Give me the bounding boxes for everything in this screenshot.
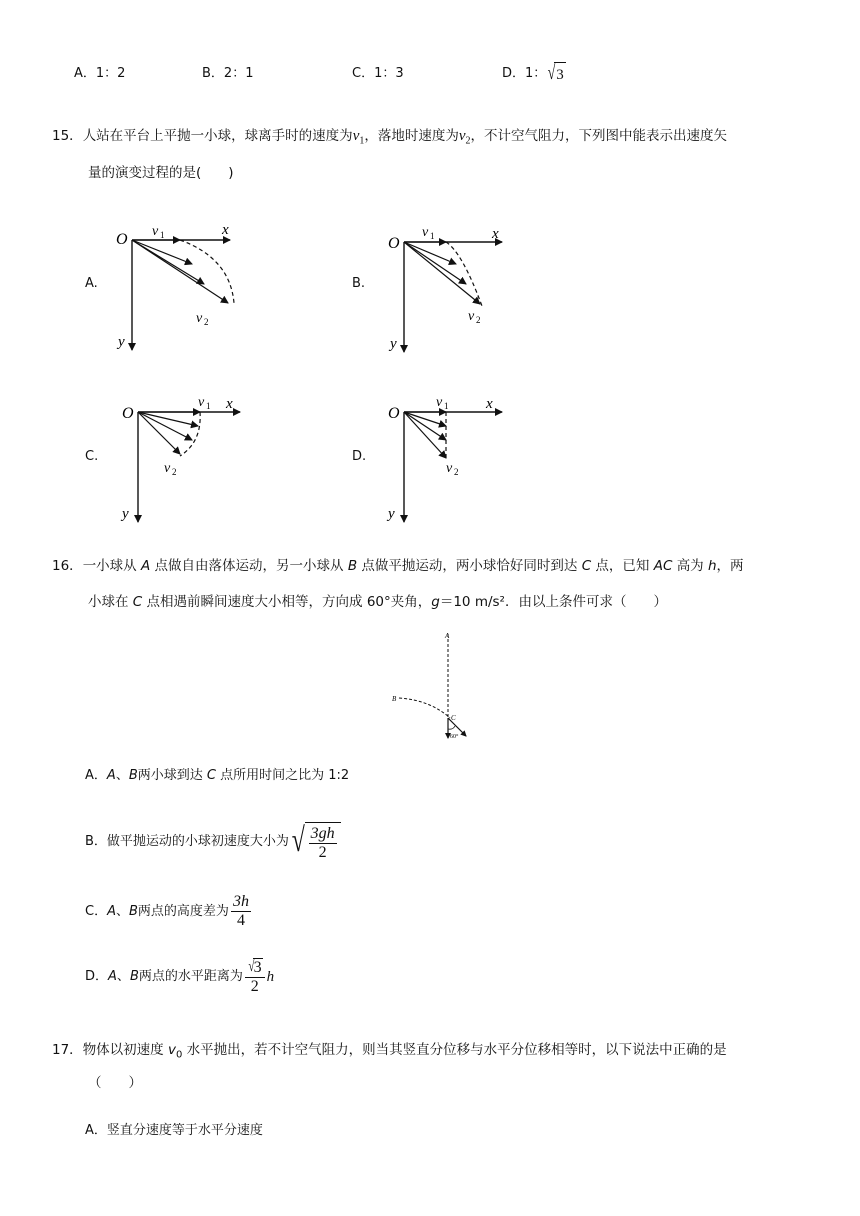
q15-v1: v: [352, 128, 360, 144]
q16-g: g: [431, 594, 440, 610]
q15-option-b-label: B.: [352, 276, 366, 291]
q15-figure-a-v1: v: [152, 224, 159, 239]
q15-figure-b-x: x: [492, 226, 499, 242]
q16-stem-line1: [52, 556, 744, 576]
q16-text-h: 点相遇前瞬间速度大小相等，方向成 60°夹角，: [146, 594, 432, 610]
q16-option-b-text: B．做平抛运动的小球初速度大小为: [85, 834, 289, 849]
q16-text-e: 高为: [676, 558, 704, 574]
q14-option-c: C．1：3: [352, 66, 404, 81]
q15-figure-b-v2: v: [468, 309, 475, 324]
q15-figure-b-y: y: [390, 336, 397, 352]
q15-figure-c-v1-sub: 1: [206, 401, 211, 411]
q16-option-a-point-a: A: [106, 768, 116, 783]
q15-figure-d-v1-sub: 1: [444, 401, 449, 411]
q16-figure-label-c: C: [451, 714, 456, 722]
q16-point-c-2: C: [132, 594, 143, 610]
q15-figure-c-v2: v: [164, 461, 171, 476]
q16-option-a-prefix: A．: [85, 768, 107, 783]
q15-figure-d-v1: v: [436, 395, 443, 410]
q16-figure-label-b: B: [392, 695, 397, 703]
q15-figure-d-x: x: [486, 396, 493, 412]
q16-option-d-fraction: [245, 958, 265, 996]
q16-figure-label-a: A: [445, 632, 450, 640]
q15-figure-a-origin: O: [116, 231, 128, 248]
q16-figure-angle: 60°: [450, 734, 459, 740]
q14-option-d-radicand: 3: [554, 62, 566, 85]
q15-figure-d-v2-sub: 2: [454, 467, 459, 477]
q16-option-a-mid: 两小球到达: [137, 768, 203, 783]
q16-option-a-end: 点所用时间之比为 1:2: [220, 768, 350, 783]
q15-figure-a-x: x: [222, 222, 229, 238]
q16-point-a: A: [140, 558, 151, 574]
q16-text-c: 点做平抛运动，两小球恰好同时到达: [361, 558, 578, 574]
q15-text-b: ，落地时速度为: [364, 128, 459, 144]
q15-figure-c-y: y: [122, 506, 129, 522]
q17-text-b: 水平抛出，若不计空气阻力，则当其竖直分位移与水平分位移相等时，以下说法中正确的是: [186, 1042, 727, 1058]
q17-option-a: A．竖直分速度等于水平分速度: [85, 1123, 263, 1138]
q14-option-d: [502, 62, 566, 85]
q16-option-c-prefix: C．: [85, 903, 108, 919]
q16-text-f: ，两: [716, 558, 744, 574]
q14-option-b: B．2：1: [202, 66, 254, 81]
q16-option-a-sep: 、: [115, 768, 129, 783]
q16-option-b-denominator: 2: [318, 844, 327, 861]
q17-number: 17．: [52, 1042, 83, 1058]
q16-option-a-point-c: C: [206, 768, 216, 783]
q17-stem-line2: （ ）: [88, 1075, 142, 1091]
q14-option-d-sqrt: √ 3: [547, 62, 564, 84]
q16-segment-ac: AC: [653, 558, 673, 574]
q15-text-c: ，不计空气阻力，下列图中能表示出速度矢: [470, 128, 728, 144]
q17-v: v: [167, 1042, 176, 1058]
q15-v1-sub: 1: [359, 135, 365, 147]
q15-figure-c: [118, 392, 258, 532]
q17-text-a: 物体以初速度: [82, 1042, 164, 1058]
q16-option-d-prefix: D．: [85, 969, 109, 984]
q16-option-c-numerator: 3h: [232, 893, 249, 910]
q15-number: 15．: [52, 128, 83, 144]
q17-v-sub: 0: [175, 1049, 183, 1061]
q16-option-d-numerator: √ 3: [245, 958, 265, 978]
q15-figure-d-y: y: [388, 506, 395, 522]
q16-option-b-numerator: 3gh: [310, 825, 335, 842]
q15-figure-d-origin: O: [388, 405, 400, 422]
q16-text-g: 小球在: [88, 594, 129, 610]
q16-stem-line2: [88, 592, 667, 612]
q15-figure-b-v1-sub: 1: [430, 231, 435, 241]
q15-figure-b-v1: v: [422, 225, 429, 240]
q15-figure-c-v2-sub: 2: [172, 467, 177, 477]
q16-point-b: B: [347, 558, 358, 574]
q16-option-c-fraction: [231, 893, 251, 930]
q15-figure-a: [112, 218, 252, 358]
q16-text-b: 点做自由落体运动，另一小球从: [154, 558, 344, 574]
q17-stem-line1: [52, 1040, 727, 1066]
q15-option-c-label: C.: [85, 449, 99, 464]
q15-v2: v: [458, 128, 466, 144]
q16-option-d-denominator: 2: [250, 978, 259, 995]
q16-text-d: 点，已知: [595, 558, 650, 574]
q16-option-c-point-a: A: [107, 903, 116, 919]
q16-option-c: [85, 893, 253, 930]
q15-option-d-label: D.: [352, 449, 367, 464]
q15-figure-c-v1: v: [198, 395, 205, 410]
q16-figure: [388, 628, 478, 748]
q14-option-d-prefix: D．1：: [502, 65, 547, 81]
q15-option-a-label: A.: [85, 276, 98, 291]
q16-text-a: 一小球从: [82, 558, 137, 574]
q15-figure-d: [384, 392, 524, 532]
q16-point-c: C: [581, 558, 592, 574]
q16-number: 16．: [52, 558, 83, 574]
q16-option-a: [85, 766, 349, 786]
q15-figure-b-origin: O: [388, 235, 400, 252]
q16-option-d-sep: 、: [116, 969, 130, 984]
q16-option-d-point-b: B: [129, 969, 139, 984]
q15-figure-b-v2-sub: 2: [476, 315, 481, 325]
q15-figure-c-origin: O: [122, 405, 134, 422]
q15-figure-a-v2: v: [196, 311, 203, 326]
q15-stem-line1: [52, 126, 727, 152]
q16-option-d-radicand: 3: [253, 959, 262, 976]
q15-figure-c-x: x: [226, 396, 233, 412]
q16-option-d: [85, 958, 274, 996]
q16-option-b-fraction: [309, 825, 337, 862]
q16-option-c-sep: 、: [115, 903, 129, 919]
q16-h: h: [707, 558, 717, 574]
q14-option-a: A．1：2: [74, 66, 126, 81]
q16-option-c-denominator: 4: [236, 912, 245, 929]
q16-option-b-sqrt: √ $\frac{3gh}{2}$: [289, 822, 341, 862]
q15-figure-d-v2: v: [446, 461, 453, 476]
q16-option-c-text: 两点的高度差为: [137, 903, 229, 919]
q16-option-b: [85, 822, 341, 862]
q15-stem-line2: 量的演变过程的是( ): [88, 165, 234, 181]
q16-option-d-h: h: [266, 969, 275, 985]
q16-option-c-point-b: B: [129, 903, 138, 919]
q15-figure-a-y: y: [118, 334, 125, 350]
q15-figure-a-v1-sub: 1: [160, 230, 165, 240]
q15-text-a: 人站在平台上平抛一小球，球离手时的速度为: [82, 128, 353, 144]
q16-option-a-point-b: B: [128, 768, 138, 783]
q16-text-i: ＝10 m/s²．由以上条件可求（ ）: [439, 594, 667, 610]
q15-figure-a-v2-sub: 2: [204, 317, 209, 327]
q15-figure-b: [384, 222, 524, 362]
q15-v2-sub: 2: [465, 135, 471, 147]
q16-option-d-point-a: A: [108, 969, 117, 984]
q16-option-d-text: 两点的水平距离为: [138, 969, 243, 984]
